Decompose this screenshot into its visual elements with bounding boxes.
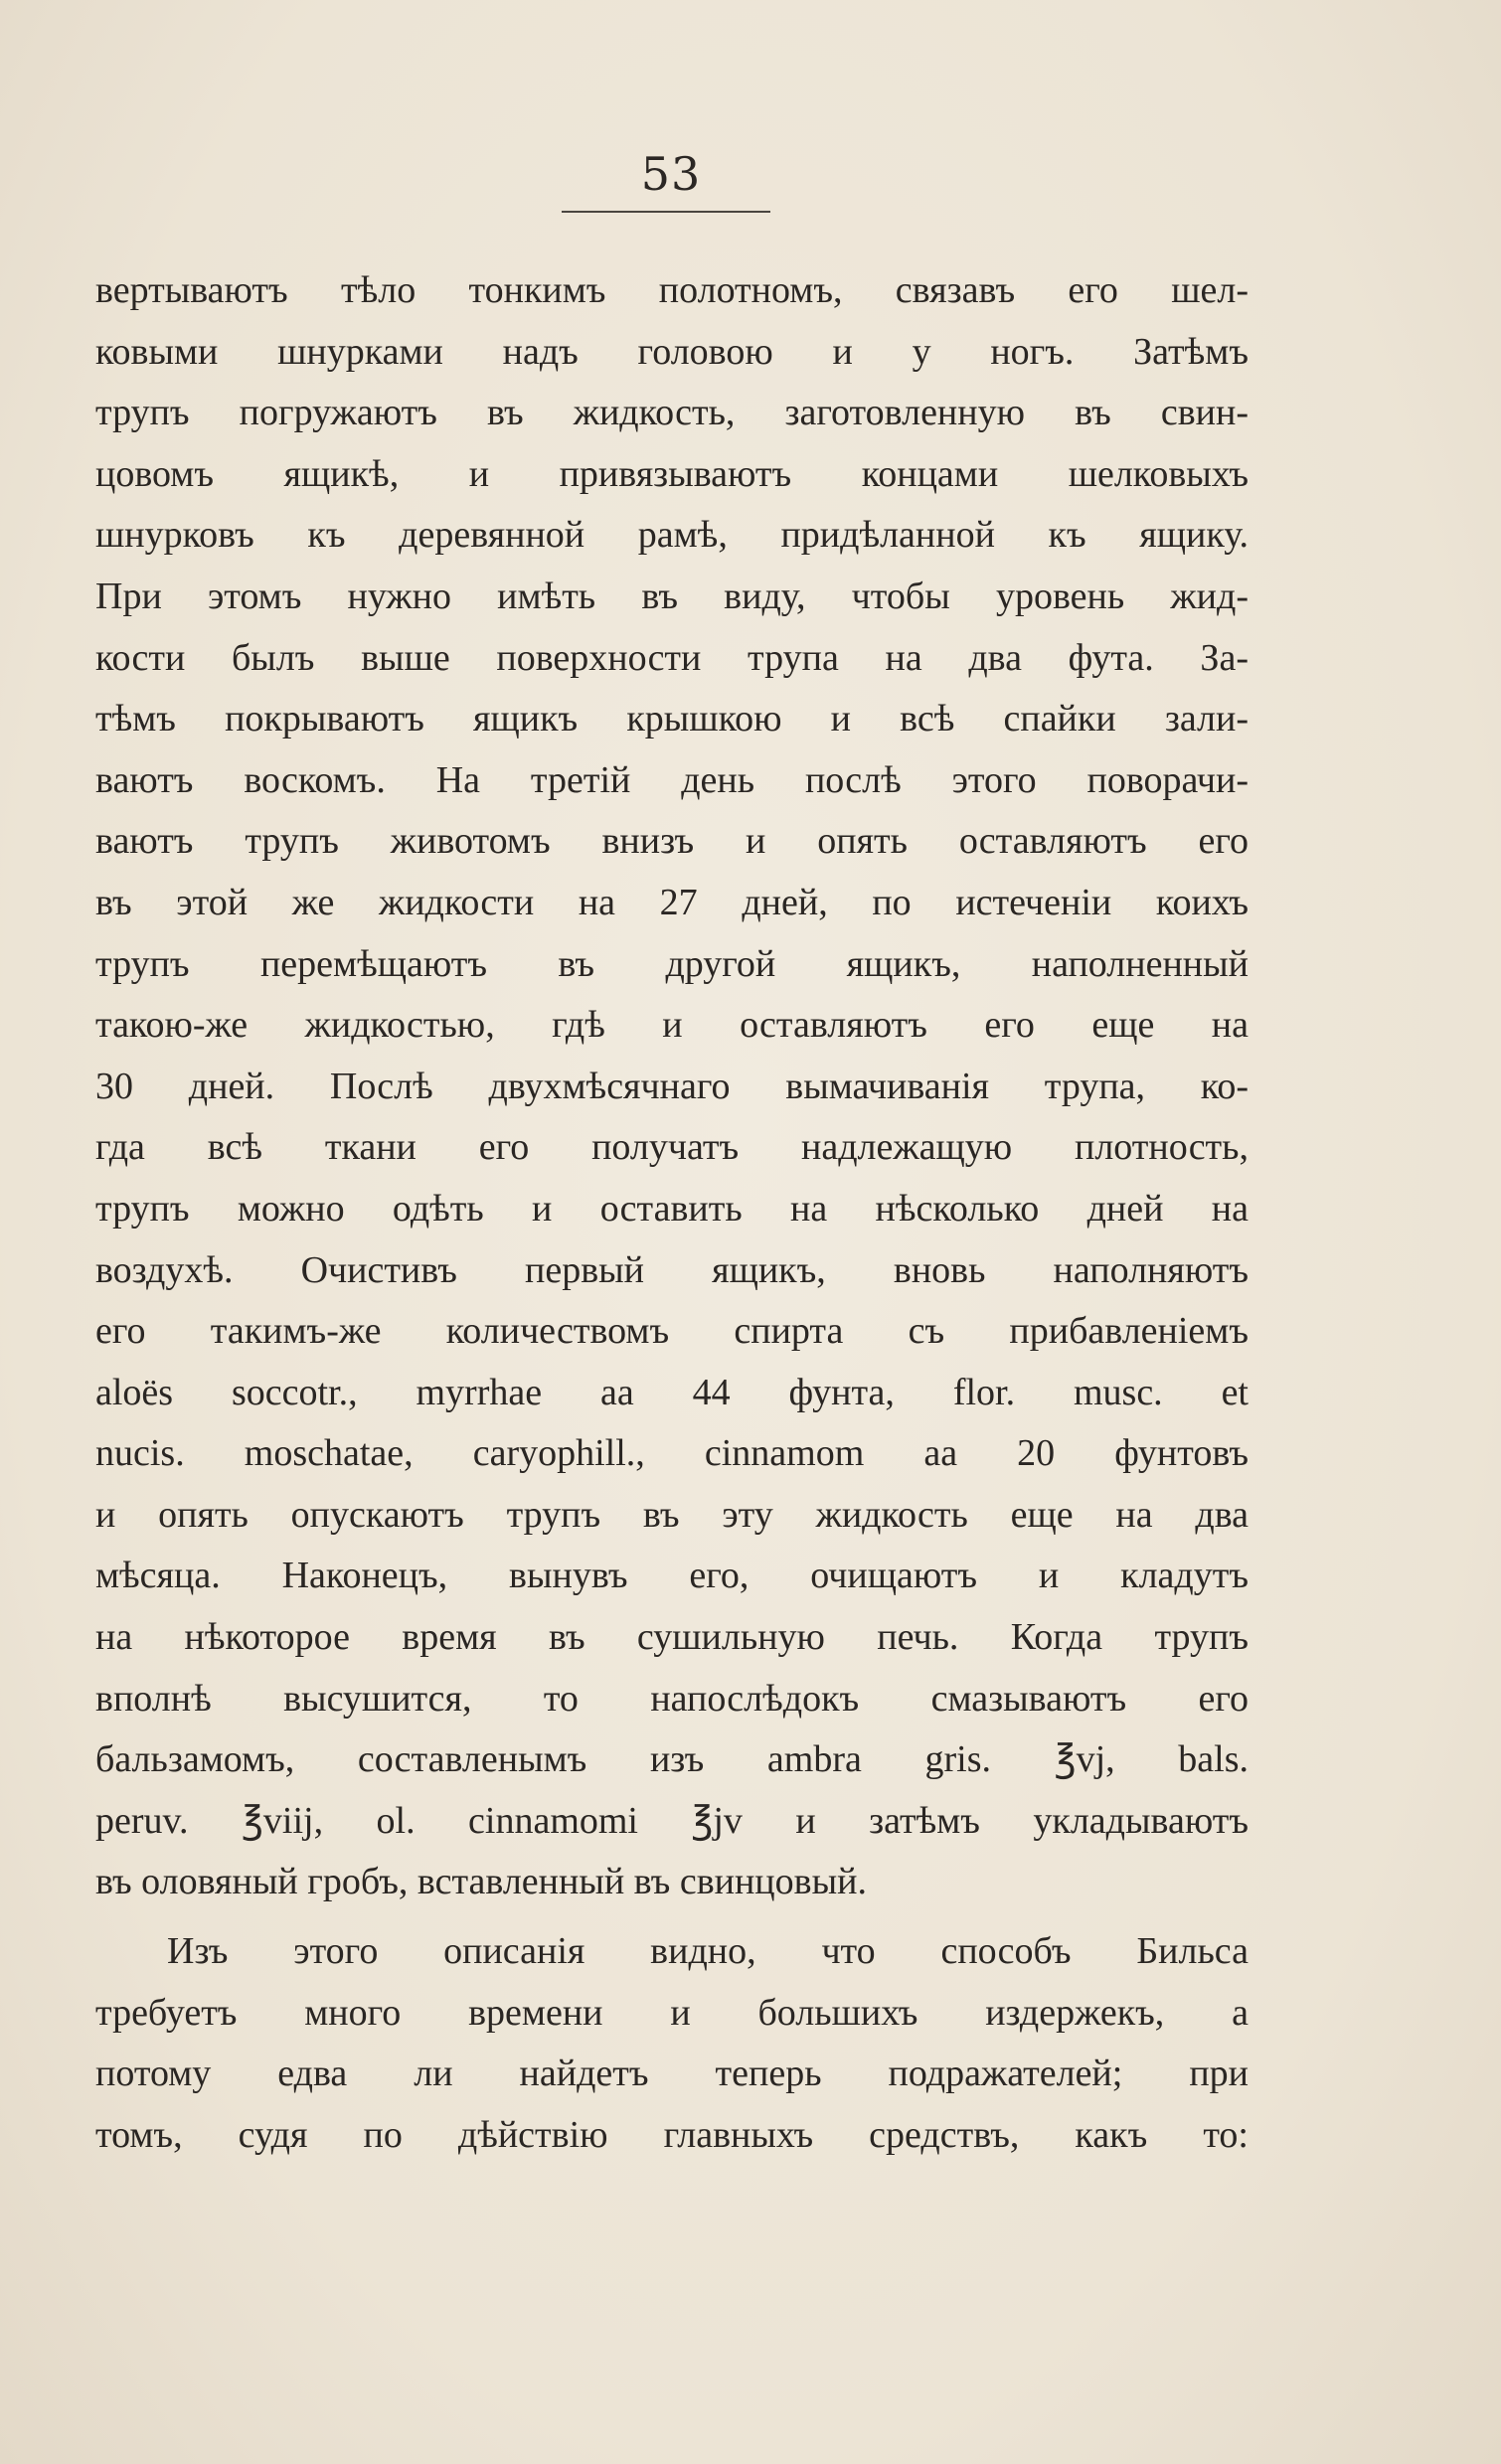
text-line: потому едва ли найдетъ теперь подражателей; при (95, 2053, 1249, 2095)
text-line: въ этой же жидкости на 27 дней, по истеченіи коихъ (95, 881, 1249, 923)
text-line: peruv. ℥viij, ol. cinnamomi ℥jv и затѣмъ укладываютъ (95, 1799, 1249, 1842)
text-line: цовомъ ящикѣ, и привязываютъ концами шелковыхъ (95, 452, 1249, 495)
text-line: требуетъ много времени и большихъ издержекъ, а (95, 1991, 1249, 2034)
text-line: и опять опускаютъ трупъ въ эту жидкость еще на два (95, 1493, 1249, 1536)
text-line: трупъ можно одѣть и оставить на нѣсколько дней на (95, 1187, 1249, 1230)
text-line: тѣмъ покрываютъ ящикъ крышкою и всѣ спайки зали- (95, 698, 1249, 740)
body-text (95, 260, 1249, 2166)
text-line: вполнѣ высушится, то напослѣдокъ смазываютъ его (95, 1677, 1249, 1720)
text-line: мѣсяца. Наконецъ, вынувъ его, очищаютъ и кладутъ (95, 1555, 1249, 1597)
text-line: кости былъ выше поверхности трупа на два фута. За- (95, 636, 1249, 679)
text-line: томъ, судя по дѣйствію главныхъ средствъ, какъ то: (95, 2113, 1249, 2156)
text-line: въ оловяный гробъ, вставленный въ свинцовый. (95, 1861, 867, 1903)
text-line: При этомъ нужно имѣть въ виду, чтобы уровень жид- (95, 575, 1249, 617)
header-rule (562, 211, 770, 213)
text-line: трупъ погружаютъ въ жидкость, заготовленную въ свин- (95, 392, 1249, 434)
text-line: nucis. moschatae, caryophill., cinnamom aa 20 фунтовъ (95, 1432, 1249, 1475)
text-line: 30 дней. Послѣ двухмѣсячнаго вымачиванія трупа, ко- (95, 1065, 1249, 1107)
paragraph-1 (95, 260, 1249, 1913)
text-line: бальзамомъ, составленымъ изъ ambra gris. ℥vj, bals. (95, 1738, 1249, 1781)
paragraph-gap (95, 1913, 1249, 1921)
text-line: ваютъ трупъ животомъ внизъ и опять оставляютъ его (95, 820, 1249, 863)
text-line: такою-же жидкостью, гдѣ и оставляютъ его еще на (95, 1004, 1249, 1047)
paragraph-2 (95, 1921, 1249, 2166)
text-line: вертываютъ тѣло тонкимъ полотномъ, связавъ его шел- (95, 269, 1249, 311)
text-line: aloës soccotr., myrrhae aa 44 фунта, flor. musc. et (95, 1371, 1249, 1413)
text-line: на нѣкоторое время въ сушильную печь. Когда трупъ (95, 1616, 1249, 1659)
text-line: его такимъ-же количествомъ спирта съ прибавленіемъ (95, 1310, 1249, 1353)
text-line: шнурковъ къ деревянной рамѣ, придѣланной къ ящику. (95, 514, 1249, 557)
page-number: 53 (640, 147, 702, 201)
text-line: воздухѣ. Очистивъ первый ящикъ, вновь наполняютъ (95, 1248, 1249, 1291)
text-line: Изъ этого описанія видно, что способъ Бильса (167, 1930, 1249, 1973)
text-line: гда всѣ ткани его получатъ надлежащую плотность, (95, 1126, 1249, 1169)
text-line: трупъ перемѣщаютъ въ другой ящикъ, наполненный (95, 942, 1249, 985)
text-line: ковыми шнурками надъ головою и у ногъ. Затѣмъ (95, 330, 1249, 373)
text-line: ваютъ воскомъ. На третій день послѣ этого поворачи- (95, 758, 1249, 801)
